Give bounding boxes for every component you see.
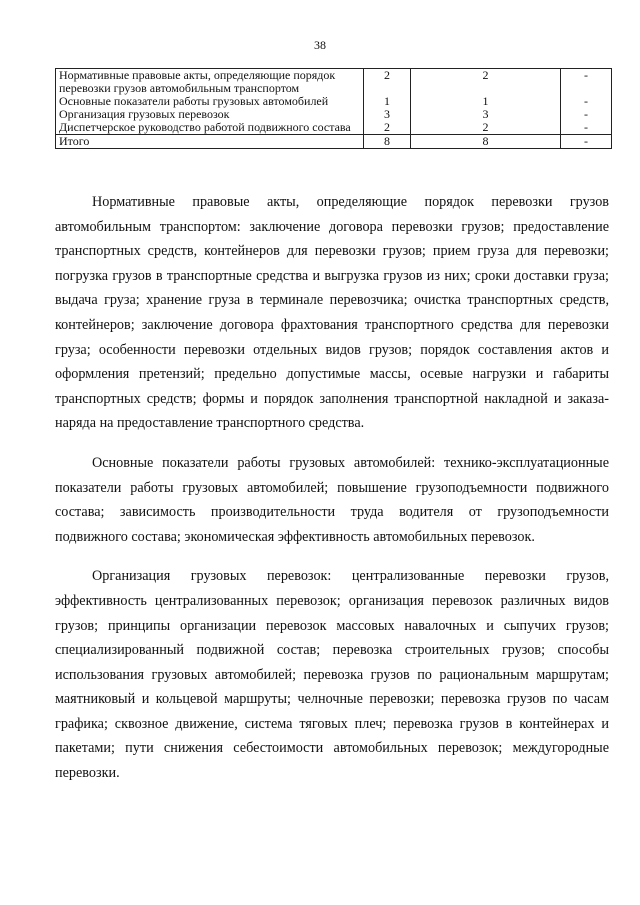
hours-value: 2 bbox=[364, 69, 411, 96]
table-row bbox=[56, 121, 612, 135]
hours-value: - bbox=[561, 95, 612, 108]
hours-table bbox=[55, 68, 612, 149]
page-number: 38 bbox=[314, 38, 326, 52]
table-total-row bbox=[56, 135, 612, 149]
hours-value: 1 bbox=[411, 95, 561, 108]
hours-value: 2 bbox=[411, 69, 561, 96]
total-value: 8 bbox=[364, 135, 411, 149]
hours-value: 2 bbox=[411, 121, 561, 135]
hours-value: - bbox=[561, 69, 612, 96]
hours-value: 1 bbox=[364, 95, 411, 108]
topic-name: Нормативные правовые акты, определяющие порядок перевозки грузов автомобильным транспортом bbox=[56, 69, 364, 96]
total-value: 8 bbox=[411, 135, 561, 149]
hours-value: - bbox=[561, 108, 612, 121]
topic-name: Организация грузовых перевозок bbox=[56, 108, 364, 121]
body-text bbox=[55, 190, 609, 801]
hours-value: 3 bbox=[411, 108, 561, 121]
paragraph-legal-acts: Нормативные правовые акты, определяющие порядок перевозки грузов автомобильным транспортом: заключение договора перевозки грузов; предоставление транспортных средств, контейнеров для перевозки грузов; прием груза для перевозки; погрузка грузов в транспортные средства и выгрузка грузов из них; сроки доставки груза; выдача груза; хранение груза в терминале перевозчика; очистка транспортных средств, контейнеров; заключение договора фрахтования транспортного средства для перевозки груза; особенности перевозки отдельных видов грузов; порядок составления актов и оформления претензий; предельно допустимые массы, осевые нагрузки и габариты транспортных средств; формы и порядок заполнения транспортной накладной и заказа-наряда на предоставление транспортного средства. bbox=[55, 194, 609, 432]
hours-value: - bbox=[561, 121, 612, 135]
total-value: - bbox=[561, 135, 612, 149]
hours-value: 2 bbox=[364, 121, 411, 135]
topic-name: Основные показатели работы грузовых автомобилей bbox=[56, 95, 364, 108]
hours-value: 3 bbox=[364, 108, 411, 121]
table-row bbox=[56, 69, 612, 96]
paragraph-cargo-organization: Организация грузовых перевозок: централизованные перевозки грузов, эффективность централизованных перевозок; организация перевозок различных видов грузов; принципы организации перевозок массовых навалочных и сыпучих грузов; специализированный подвижной состав; перевозка строительных грузов; способы использования грузовых автомобилей; перевозка грузов по рациональным маршрутам; маятниковый и кольцевой маршруты; челночные перевозки; перевозка грузов по часам графика; сквозное движение, система тяговых плеч; перевозка грузов в контейнерах и пакетами; пути снижения себестоимости автомобильных перевозок; междугородные перевозки. bbox=[55, 568, 609, 782]
paragraph-performance-indicators: Основные показатели работы грузовых автомобилей: технико-эксплуатационные показатели работы грузовых автомобилей; повышение грузоподъемности подвижного состава; зависимость производительности труда водителя от грузоподъемности подвижного состава; экономическая эффективность автомобильных перевозок. bbox=[55, 454, 609, 545]
topic-name: Диспетчерское руководство работой подвижного состава bbox=[56, 121, 364, 135]
total-label: Итого bbox=[56, 135, 364, 149]
